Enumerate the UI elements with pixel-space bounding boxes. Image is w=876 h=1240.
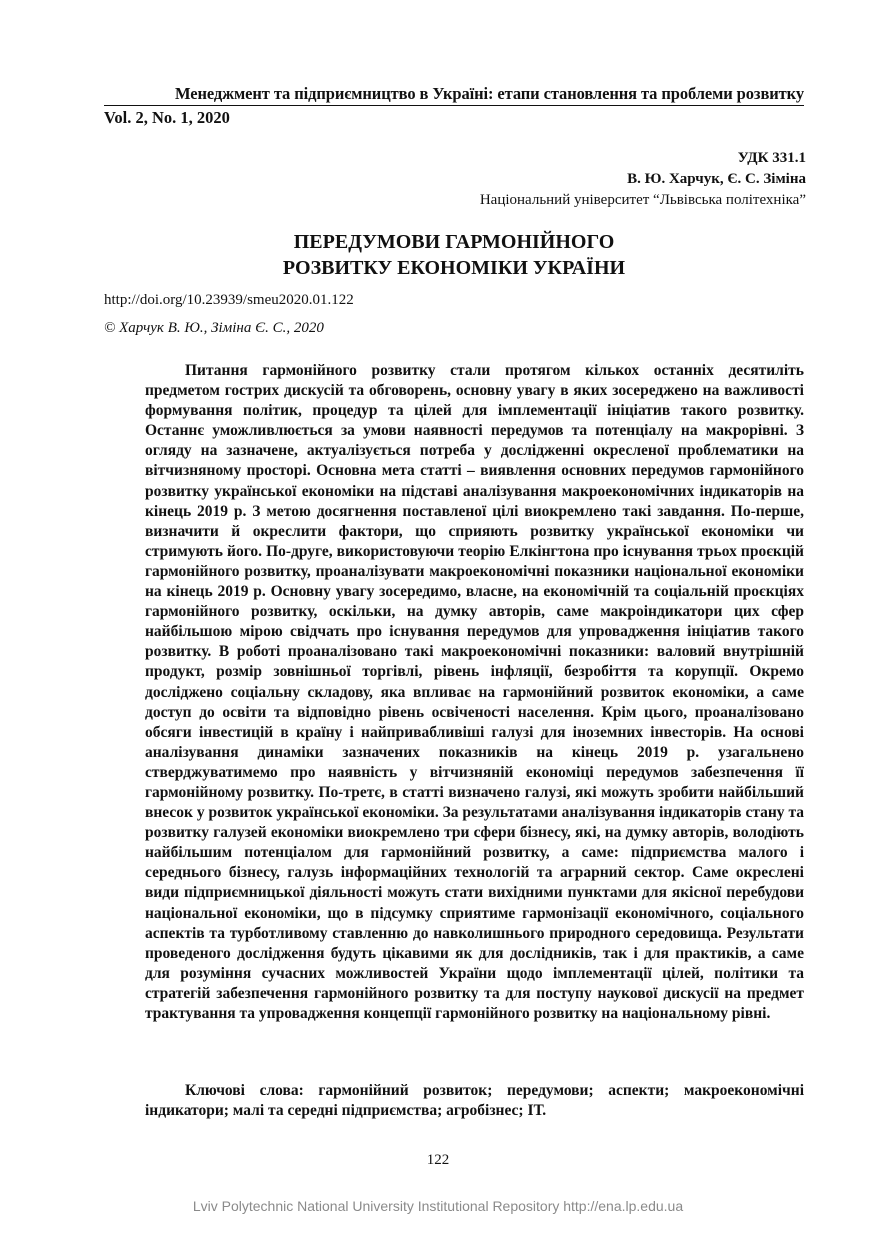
doi-link[interactable]: http://doi.org/10.23939/smeu2020.01.122 [104, 292, 354, 308]
repository-footer: Lviv Polytechnic National University Institutional Repository http://ena.lp.edu.ua [192, 1198, 684, 1214]
abstract-text: Питання гармонійного розвитку стали протягом кількох останніх десятиліть предметом гострих дискусій та обговорень, основну увагу в яких зосереджено на важливості формування політик, процедур та цілей для імплементації ініціатив такого розвитку. Останнє уможливлюється за умови наявності передумов та потенціалу на макрорівні. З огляду на зазначене, актуалізується потреба у дослідженні окресленої проблематики на вітчизняному просторі. Основна мета статті – виявлення основних передумов гармонійного розвитку української економіки на підставі аналізування макроекономічних індикаторів на кінець 2019 р. З метою досягнення поставленої цілі виокремлено такі завдання. По-перше, визначити й окреслити фактори, що сприяють розвитку української економіки чи стримують його. По-друге, використовуючи теорію Елкінгтона про існування трьох проєкцій гармонійного розвитку, проаналізувати макроекономічні показники національної економіки на кінець 2019 р. Основну увагу зосередимо, власне, на економічній та соціальній проєкціях гармонійного розвитку, оскільки, на думку авторів, саме макроіндикатори цих сфер найбільшою мірою свідчать про існування передумов для упровадження ініціатив такого розвитку. В роботі проаналізовано такі макроекономічні показники: валовий внутрішній продукт, розмір зовнішньої торгівлі, рівень інфляції, безробіття та корупції. Окремо досліджено соціальну складову, яка впливає на гармонійний розвиток економіки, а саме доступ до освіти та відповідно рівень освіченості населення. Крім цього, проаналізовано обсяги інвестицій в країну і найпривабливіші галузі для іноземних інвесторів. На основі аналізування динаміки зазначених показників на кінець 2019 р. узагальнено стверджуватимемо про наявність у вітчизняній економіці передумов забезпечення її гармонійному розвитку. По-третє, в статті визначено галузі, які можуть зробити найбільший внесок у розвиток української економіки. За результатами аналізування індикаторів стану та розвитку галузей економіки виокремлено три сфери бізнесу, які, на думку авторів, володіють найбільшим потенціалом для гармонійний розвитку, а саме: підприємства малого і середнього бізнесу, галузь інформаційних технологій та аграрний сектор. Саме окреслені види підприємницької діяльності можуть стати вихідними пунктами для якісної перебудови національної економіки, що в підсумку сприятиме гармонізації економічного, соціального аспектів та турботливому ставленню до навколишнього природного середовища. Результати проведеного дослідження будуть цікавими як для дослідників, так і для практиків, а саме для розуміння сучасних можливостей України щодо імплементації цілей, політики та стратегій забезпечення гармонійного розвитку та для поступу наукової дискусії на предмет трактування та упровадження концепції гармонійного розвитку на національному рівні. [145, 362, 804, 1022]
volume-info: Vol. 2, No. 1, 2020 [104, 108, 230, 127]
authors: В. Ю. Харчук, Є. С. Зіміна [627, 171, 806, 187]
udc-code: УДК 331.1 [737, 150, 806, 166]
copyright-notice: © Харчук В. Ю., Зіміна Є. С., 2020 [104, 320, 324, 336]
keywords: Ключові слова: гармонійний розвиток; передумови; аспекти; макроекономічні індикатори; малі та середні підприємства; агробізнес; ІТ. [145, 1082, 804, 1120]
page-number: 122 [426, 1152, 450, 1168]
article-title [104, 229, 804, 281]
title-line-1: ПЕРЕДУМОВИ ГАРМОНІЙНОГО [293, 231, 615, 253]
title-line-2: РОЗВИТКУ ЕКОНОМІКИ УКРАЇНИ [282, 257, 626, 279]
header-divider [104, 105, 804, 106]
affiliation: Національний університет “Львівська політехніка” [479, 192, 806, 208]
journal-title: Менеджмент та підприємництво в Україні: етапи становлення та проблеми розвитку [175, 84, 804, 103]
